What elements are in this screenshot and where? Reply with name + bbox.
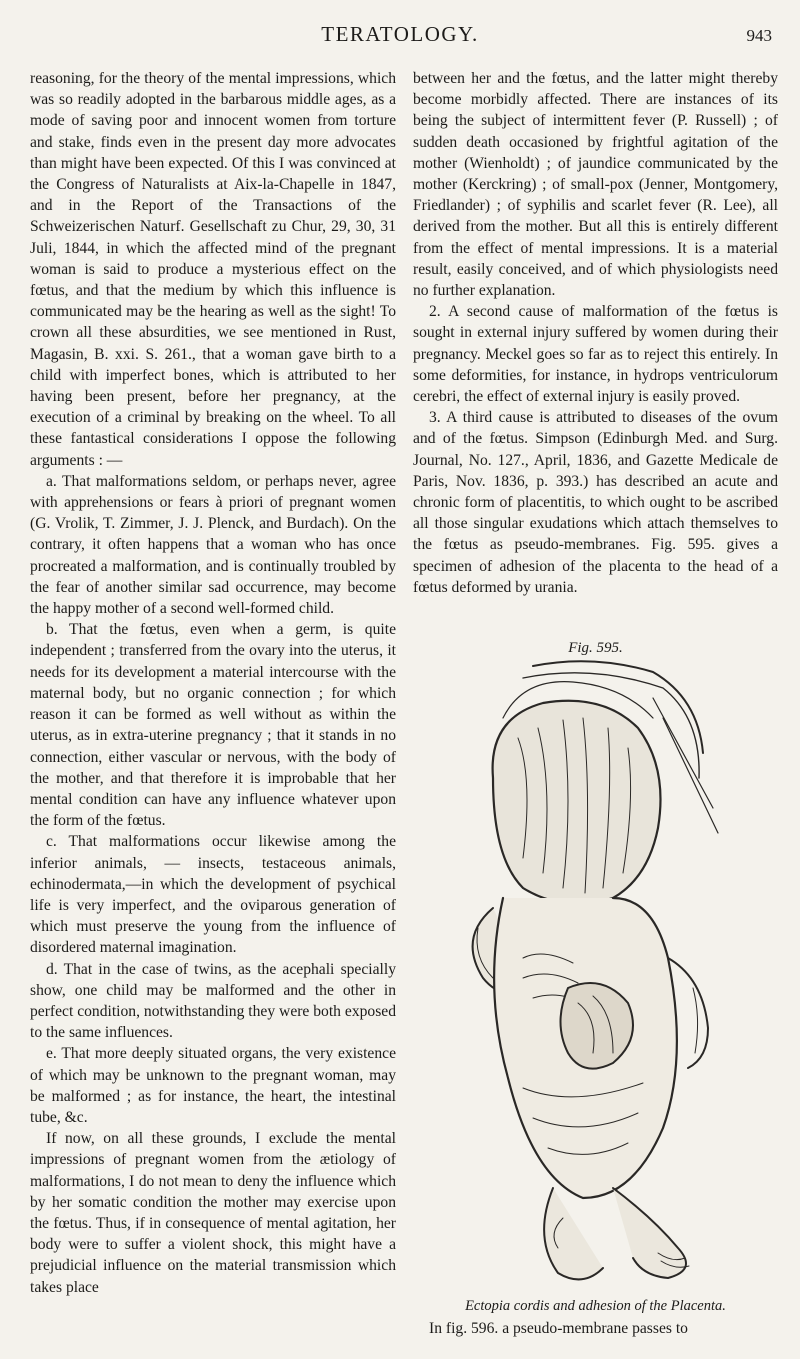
- running-title: TERATOLOGY.: [321, 22, 479, 46]
- paragraph: a. That malformations seldom, or perhaps never, agree with apprehensions or fears à priori of pregnant women (G. Vrolik, T. Zimmer, J. J. Plenck, and Burdach). On the contrary, it often happens that a woman who has once procreated a malformation, and is continually troubled by the fear of another similar sad occurrence, may become the happy mother of a second well-formed child.: [30, 472, 396, 618]
- paragraph: d. That in the case of twins, as the acephali specially show, one child may be malformed and the other in perfect condition, notwithstanding they were both exposed to the same influences.: [30, 960, 396, 1042]
- paragraph: e. That more deeply situated organs, the very existence of which may be unknown to the pregnant woman, may be malformed ; as for instance, the heart, the intestinal tube, &c.: [30, 1045, 396, 1126]
- figure-label: Fig. 595.: [568, 640, 623, 656]
- figure-caption: Ectopia cordis and adhesion of the Placenta.: [465, 1298, 726, 1314]
- page-number: 943: [746, 26, 772, 45]
- page-header: [0, 14, 800, 50]
- paragraph: 3. A third cause is attributed to diseases of the ovum and of the fœtus. Simpson (Edinburgh Med. and Surg. Journal, No. 127., April, 1836, and Gazette Medicale de Paris, Nov. 1836, p. 393.) has described an acute and chronic form of placentitis, to which ought to be ascribed all those singular exudations which attach themselves to the fœtus as pseudo-membranes. Fig. 595. gives a specimen of adhesion of the placenta to the head of a fœtus deformed by urania.: [413, 409, 778, 596]
- fetus-illustration: [463, 658, 723, 1288]
- paragraph: If now, on all these grounds, I exclude the mental impressions of pregnant women from the ætiology of malformations, I do not mean to deny the influence which by her somatic condition the mother may exercise upon the fœtus. Thus, if in consequence of mental agitation, her body were to suffer a violent shock, this might have a prejudicial influence on the material transmission which takes place: [30, 1130, 396, 1296]
- left-column: [30, 68, 396, 1298]
- paragraph: between her and the fœtus, and the latter might thereby become morbidly affected. There are instances of its being the subject of intermittent fever (P. Russell) ; of sudden death occasioned by frightful agitation of the mother (Wienholdt) ; of jaundice communicated by the mother (Kerckring) ; of small-pox (Jenner, Montgomery, Friedlander) ; of syphilis and scarlet fever (R. Lee), all derived from the mother. But all this is entirely different from the effect of mental impressions. It is a material result, easily conceived, and of which physiologists need no further explanation.: [413, 70, 778, 300]
- paragraph: reasoning, for the theory of the mental impressions, which was so readily adopted in the barbarous middle ages, as a mode of saving poor and innocent women from torture and stake, finds even in the present day more advocates than might have been expected. Of this I was convinced at the Congress of Naturalists at Aix-la-Chapelle in 1847, and in the Report of the Transactions of the Schweizerischen Naturf. Gesellschaft zu Chur, 29, 30, 31 Juli, 1844, in which the affected mind of the pregnant woman is said to produce a mysterious effect on the fœtus, and that the medium by which this influence is communicated may be the hearing as well as the sight! To crown all these absurdities, we see mentioned in Rust, Magasin, B. xxi. S. 261., that a woman gave birth to a child with imperfect bones, which is attributed to her having been present, before her pregnancy, at the execution of a criminal by breaking on the wheel. To all these fantastical considerations I oppose the following arguments : —: [30, 70, 396, 469]
- paragraph: c. That malformations occur likewise among the inferior animals, — insects, testaceous animals, echinodermata,—in which the development of psychical life is very imperfect, and the oviparous generation of which must preserve the young from the influence of disordered maternal imagination.: [30, 833, 396, 957]
- figure-595: [413, 640, 778, 1320]
- paragraph: 2. A second cause of malformation of the fœtus is sought in external injury suffered by women during their pregnancy. Meckel goes so far as to reject this entirely. In some deformities, for instance, in hydrops ventriculorum cerebri, the effect of external injury is easily proved.: [413, 303, 778, 406]
- paragraph: b. That the fœtus, even when a germ, is quite independent ; transferred from the ovary into the uterus, it needs for its development a material intercourse with the maternal body, but no organic connection ; for which reason it can be formed as well without as within the uterus, as in extra-uterine pregnancy ; that it stands in no connection, either vascular or nervous, with the body of the mother, and that therefore it is improbable that her mental condition can have any influence whatever upon the form of the fœtus.: [30, 621, 396, 830]
- right-column: [413, 68, 778, 598]
- continuation-line: In fig. 596. a pseudo-membrane passes to: [429, 1320, 688, 1337]
